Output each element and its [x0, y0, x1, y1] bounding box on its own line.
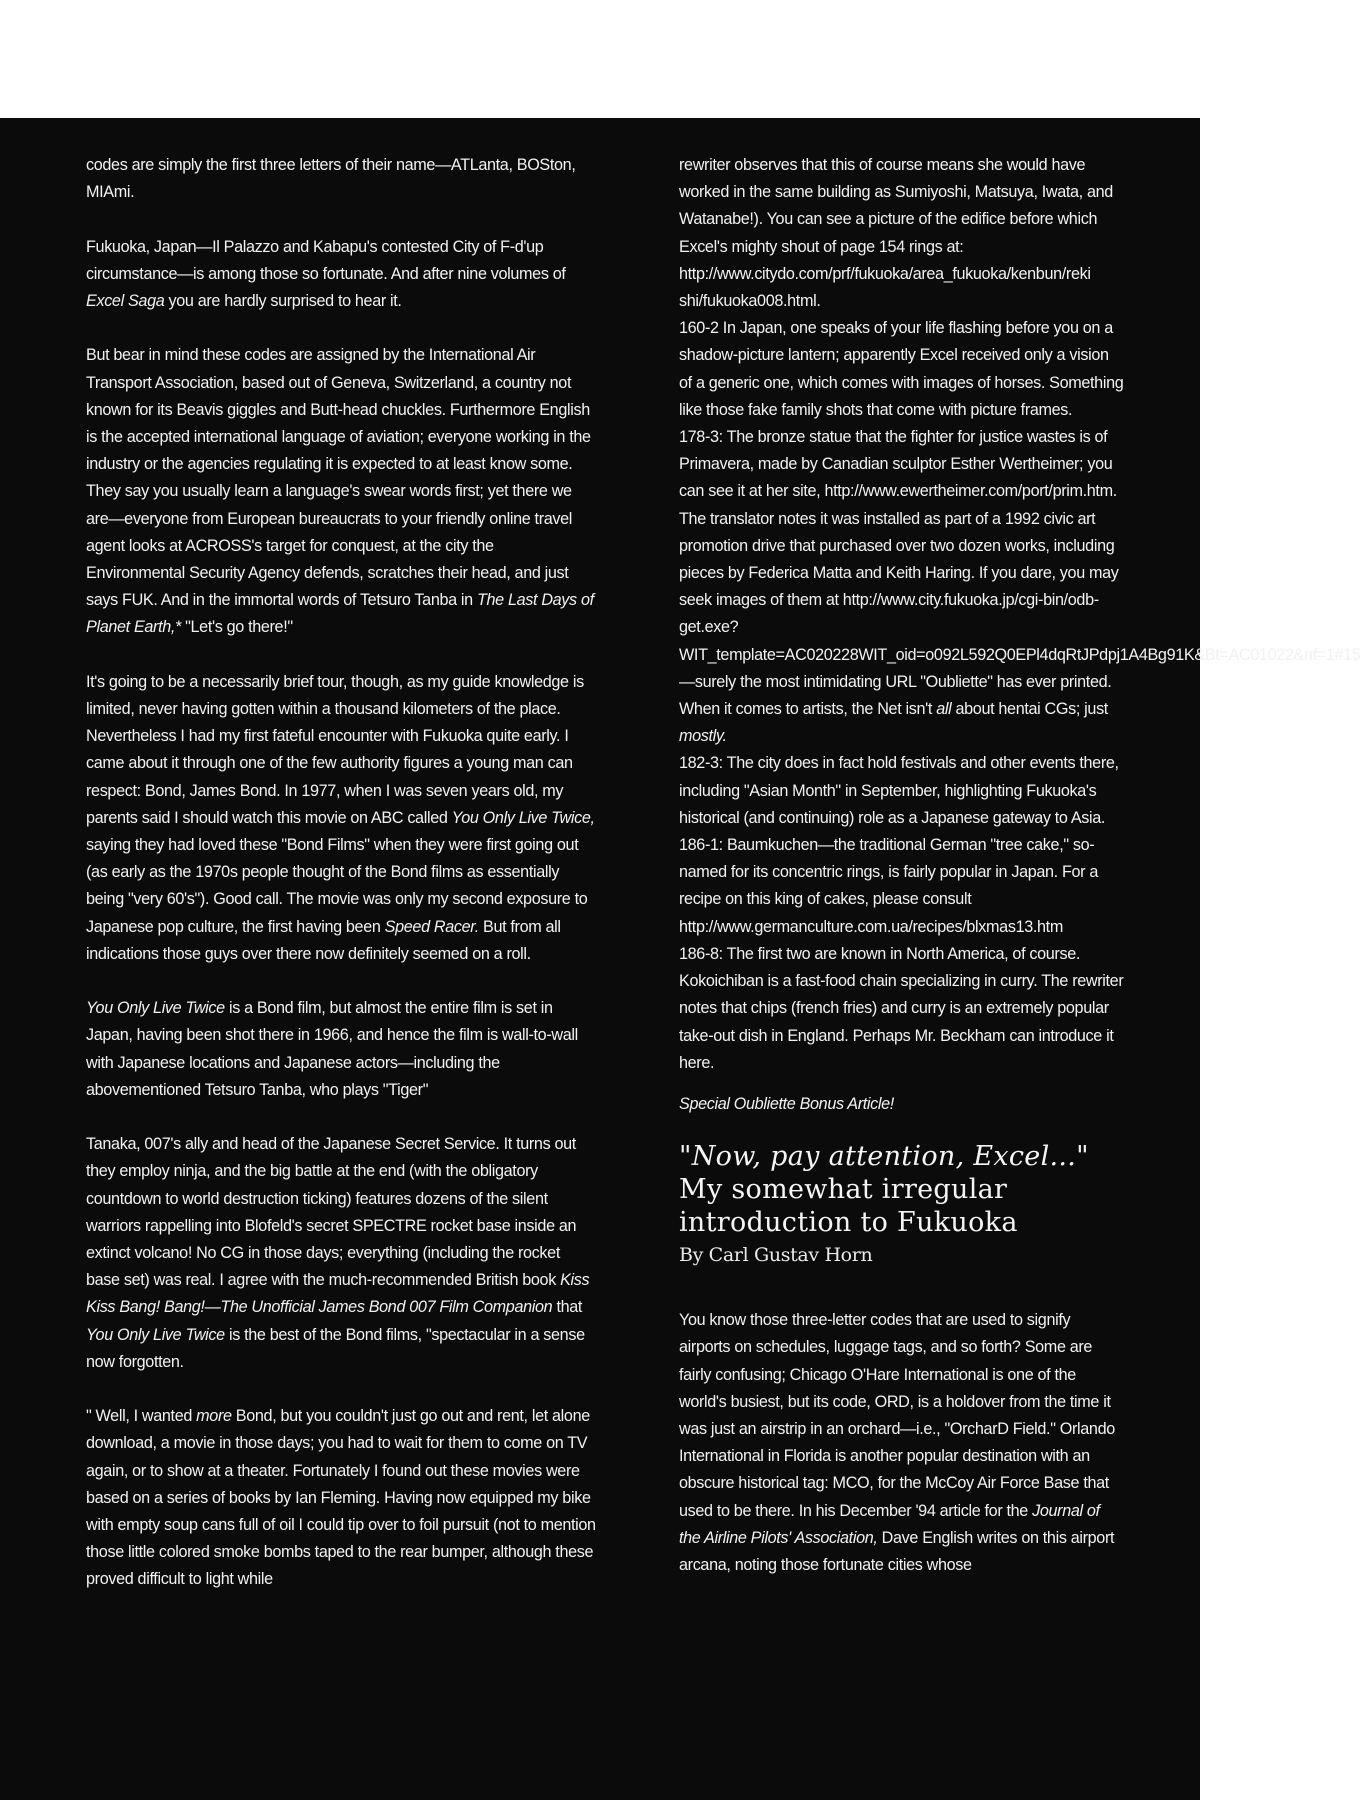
note-178-3: 178-3: The bronze statue that the fighter for justice wastes is of Primavera, made by Canadian sculptor Esther Wertheimer; you can see it at her site, http://www.ewertheimer.com/port/prim.htm. The translator notes it was installed as part of a 1992 civic art promotion drive that purchased over two dozen works, including pieces by Federica Matta and Keith Haring. If you dare, you may seek images of them at http://www.city.fukuoka.jp/cgi-bin/odb-get.exe?WIT_template=AC020228WIT_oid=o092L592Q0EPl4dqRtJPdpj1A4Bg91K&Bt=AC01022&nf=1#15—surely the most intimidating URL "Oubliette" has ever printed. When it comes to artists, the Net isn't all about hentai CGs; just mostly.: [679, 428, 1361, 746]
right-column: [679, 152, 1361, 1579]
note-182-3: 182-3: The city does in fact hold festivals and other events there, including "Asian Month" in September, highlighting Fukuoka's historical (and continuing) role as a Japanese gateway to Asia.: [679, 754, 1119, 827]
emphasis-more: more: [196, 1407, 232, 1426]
title-you-only-live-twice-3: You Only Live Twice: [86, 1325, 225, 1344]
paragraph-more-bond: " Well, I wanted more Bond, but you couldn't just go out and rent, let alone download, a movie in those days; you had to wait for them to come on TV again, or to show at a theater. Fortunately I found out these movies were based on a series of books by Ian Fleming. Having now equipped my bike with empty soup cans full of oil I could tip over to foil pursuit (not to mention those little colored smoke bombs taped to the rear bumper, although these proved difficult to light while: [86, 1407, 596, 1589]
note-160-2: 160-2 In Japan, one speaks of your life flashing before you on a shadow-picture lantern; apparently Excel received only a vision of a generic one, which comes with images of horses. Something like those fake family shots that come with picture frames.: [679, 319, 1124, 419]
note-rewriter: rewriter observes that this of course means she would have worked in the same building as Sumiyoshi, Matsuya, Iwata, and Watanabe!). You can see a picture of the edifice before which Excel's mighty shout of page 154 rings at: http://www.citydo.com/prf/fukuoka/area_fukuoka/kenbun/reki shi/fukuoka008.html.: [679, 156, 1113, 311]
paragraph-iata: But bear in mind these codes are assigned by the International Air Transport Association, based out of Geneva, Switzerland, a country not known for its Beavis giggles and Butt-head chuckles. Furthermore English is the accepted international language of aviation; everyone working in the industry or the agencies regulating it is expected to at least know some. They say you usually learn a language's swear words first; yet there we are—everyone from European bureaucrats to your friendly online travel agent looks at ACROSS's target for conquest, at the city the Environmental Security Agency defends, scratches their head, and just says FUK. And in the immortal words of Tetsuro Tanba in The Last Days of Planet Earth,* "Let's go there!": [86, 346, 594, 637]
note-186-8: 186-8: The first two are known in North America, of course. Kokoichiban is a fast-food chain specializing in curry. The rewriter notes that chips (french fries) and curry is an extremely popular take-out dish in England. Perhaps Mr. Beckham can introduce it here.: [679, 944, 1124, 1072]
paragraph-airport-codes-end: codes are simply the first three letters of their name—ATLanta, BOSton, MIAmi.: [86, 156, 576, 202]
title-you-only-live-twice: You Only Live Twice,: [451, 808, 595, 827]
headline-quote: "Now, pay attention, Excel...": [679, 1141, 1089, 1173]
note-186-1: 186-1: Baumkuchen—the traditional German "tree cake," so-named for its concentric rings, is fairly popular in Japan. For a recipe on this king of cakes, please consult http://www.germanculture.com.ua/recipes/blxmas13.htm: [679, 836, 1099, 936]
title-speed-racer: Speed Racer.: [384, 917, 479, 936]
title-you-only-live-twice-2: You Only Live Twice: [86, 999, 225, 1018]
title-airline-pilots-journal: Journal of the Airline Pilots' Association,: [679, 1501, 1100, 1547]
left-column: [86, 152, 596, 1594]
paragraph-tanaka: Tanaka, 007's ally and head of the Japanese Secret Service. It turns out they employ ninja, and the big battle at the end (with the obligatory countdown to world destruction ticking) features dozens of the silent warriors rappelling into Blofeld's secret SPECTRE rocket base inside an extinct volcano! No CG in those days; everything (including the rocket base set) was real. I agree with the much-recommended British book Kiss Kiss Bang! Bang!—The Unofficial James Bond 007 Film Companion that You Only Live Twice is the best of the Bond films, "spectacular in a sense now forgotten.: [86, 1135, 590, 1371]
article-headline: [679, 1140, 1124, 1239]
paragraph-bond-encounter: It's going to be a necessarily brief tour, though, as my guide knowledge is limited, never having gotten within a thousand kilometers of the place. Nevertheless I had my first fateful encounter with Fukuoka quite early. I came about it through one of the few authority figures a young man can respect: Bond, James Bond. In 1977, when I was seven years old, my parents said I should watch this movie on ABC called You Only Live Twice, saying they had loved these "Bond Films" when they were first going out (as early as the 1970s people thought of the Bond films as essentially being "very 60's"). Good call. The movie was only my second exposure to Japanese pop culture, the first having been Speed Racer. But from all indications those guys over there now definitely seemed on a roll.: [86, 672, 595, 963]
paragraph-bond-film: You Only Live Twice is a Bond film, but almost the entire film is set in Japan, having been shot there in 1966, and hence the film is wall-to-wall with Japanese locations and Japanese actors—including the abovementioned Tetsuro Tanba, who plays "Tiger": [86, 999, 578, 1099]
title-kiss-kiss-bang: Kiss Kiss Bang! Bang!—The Unofficial James Bond 007 Film Companion: [86, 1271, 590, 1317]
paragraph-fukuoka-intro: Fukuoka, Japan—Il Palazzo and Kabapu's contested City of F-d'up circumstance—is among those so fortunate. And after nine volumes of Excel Saga you are hardly surprised to hear it.: [86, 237, 566, 310]
bonus-article-label: Special Oubliette Bonus Article!: [679, 1094, 894, 1113]
article-body: You know those three-letter codes that are used to signify airports on schedules, luggage tags, and so forth? Some are fairly confusing; Chicago O'Hare International is one of the world's busiest, but its code, ORD, is a holdover from the time it was just an airstrip in an orchard—i.e., "OrcharD Field." Orlando International in Florida is another popular destination with an obscure historical tag: MCO, for the McCoy Air Force Base that used to be there. In his December '94 article for the Journal of the Airline Pilots' Association, Dave English writes on this airport arcana, noting those fortunate cities whose: [679, 1311, 1115, 1574]
title-last-days: The Last Days of Planet Earth,*: [86, 591, 594, 637]
article-byline: By Carl Gustav Horn: [679, 1244, 873, 1267]
title-excel-saga: Excel Saga: [86, 292, 165, 310]
headline-title: My somewhat irregular introduction to Fukuoka: [679, 1174, 1018, 1239]
dark-page-background: [0, 118, 1361, 1800]
